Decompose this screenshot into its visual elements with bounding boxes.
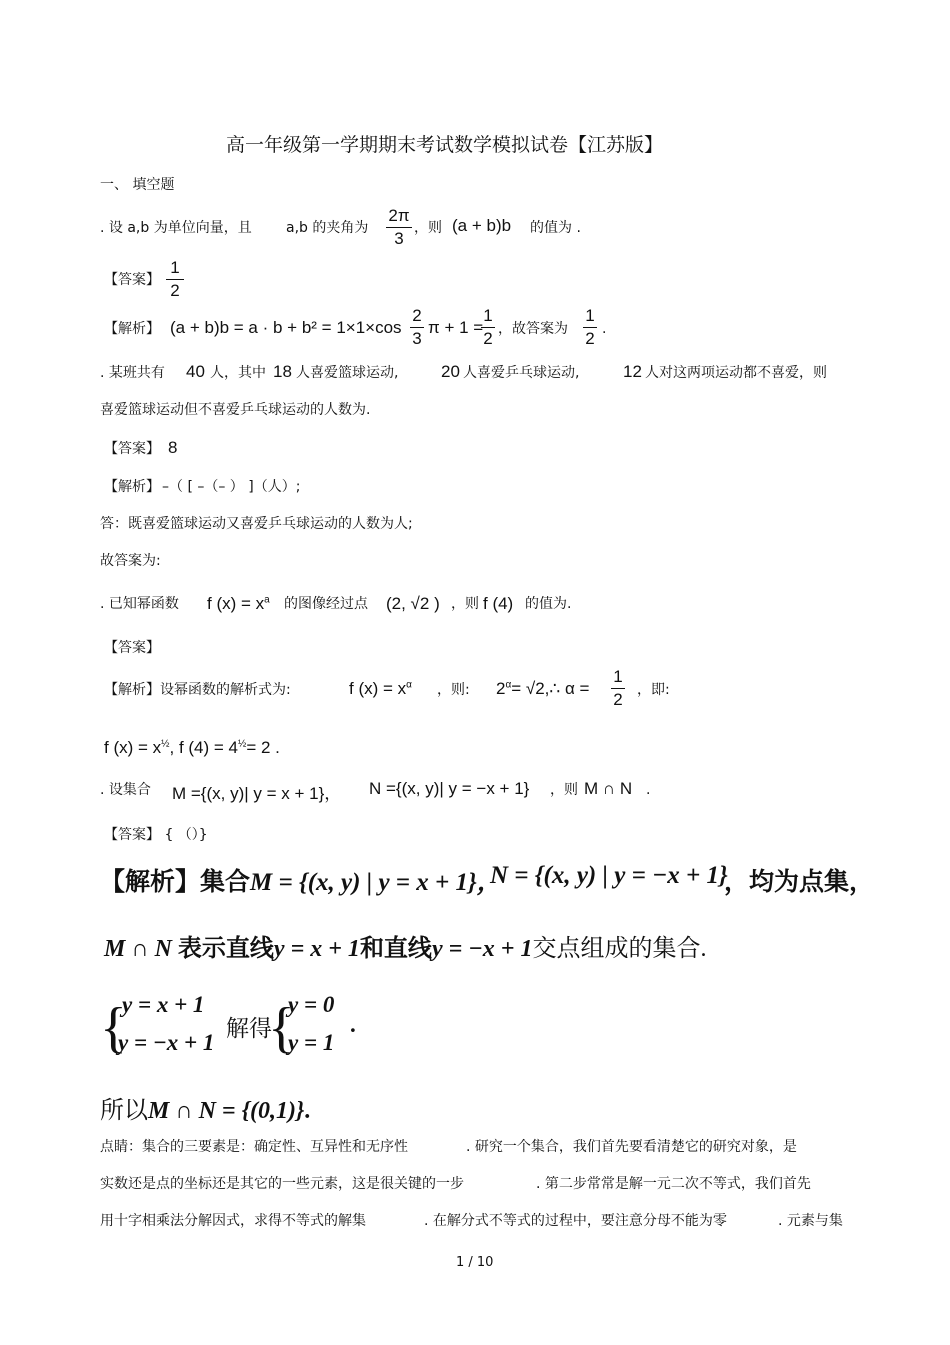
q2-number-20: 20	[441, 362, 460, 381]
q1-answer-label: 【答案】	[104, 272, 160, 288]
q2-text-c: 人喜爱篮球运动,	[296, 365, 399, 381]
q1-solution-text: ，故答案为	[498, 321, 568, 337]
solution-eq2: y = 1	[288, 1030, 335, 1055]
q3-line2: f $(x) = x^{\frac{1}{2}}$, f $(4) = 4^{\frac{1}{2}}= 2$ .	[104, 738, 280, 757]
q1-analysis-label: 【解析】	[104, 321, 160, 337]
q2-final: 故答案为:	[100, 553, 161, 569]
solve-label: 解得	[226, 1016, 272, 1041]
q2-number-40: 40	[186, 362, 205, 381]
q3-f4: f (4)	[483, 594, 514, 613]
q4-text-a: . 设集合	[100, 782, 151, 798]
q1-text: . 设 a,b 为单位向量，且	[100, 220, 252, 236]
note-line2-a: 实数还是点的坐标还是其它的一些元素，这是很关键的一步	[100, 1176, 464, 1192]
system-eq2: y = −x + 1	[118, 1030, 215, 1055]
q1-solution-tail: π + 1 =	[428, 318, 484, 337]
q3-solution-function: f $(x) = x^\alpha$	[349, 679, 412, 698]
q2-number-12: 12	[623, 362, 642, 381]
q3-function: f $(x) = x^a$	[207, 594, 270, 613]
solution-brace: {	[268, 997, 295, 1059]
q4-set-n: N ={(x, y)| y = −x + 1}	[369, 779, 530, 798]
section-heading: 一、 填空题	[100, 177, 175, 193]
q2-reply: 答：既喜爱篮球运动又喜爱乒乓球运动的人数为人;	[100, 516, 413, 532]
q2-answer: 8	[168, 438, 178, 457]
page-title: 高一年级第一学期期末考试数学模拟试卷【江苏版】	[226, 134, 664, 156]
solution-eq1: y = 0	[288, 992, 335, 1017]
q4-text-c: .	[646, 782, 651, 798]
note-line1-b: . 研究一个集合，我们首先要看清楚它的研究对象，是	[466, 1139, 797, 1155]
q3-text-b: 的图像经过点	[284, 596, 368, 612]
q4-set-m: M ={(x, y)| y = x + 1}，	[172, 784, 342, 803]
q2-solution: –（ [ –（– ） ]（人）;	[162, 479, 301, 495]
q3-alpha-fraction: 1 2	[611, 667, 625, 710]
q1-final-fraction: 1 2	[583, 306, 597, 349]
note-line3-b: . 在解分式不等式的过程中，要注意分母不能为零	[424, 1213, 727, 1229]
q1-angle-fraction: 2π 3	[386, 206, 412, 249]
q4-conclusion: 所以M ∩ N = {(0,1)}.	[100, 1098, 311, 1124]
q2-text-e: 人对这两项运动都不喜爱，则	[645, 365, 827, 381]
q3-text-c: ，则	[451, 596, 479, 612]
q4-analysis-line1: 【解析】集合M = {(x, y) | y = x + 1}，	[100, 869, 502, 896]
q3-solution-equation: $2^\alpha=$ √2,∴ α =	[496, 679, 590, 698]
q3-solution-text-b: ，则:	[437, 682, 470, 698]
q2-answer-label: 【答案】	[104, 441, 160, 457]
note-line1-a: 点睛：集合的三要素是：确定性、互异性和无序性	[100, 1139, 408, 1155]
q3-analysis-label: 【解析】设幂函数的解析式为:	[104, 682, 291, 698]
q4-analysis-point-set: ，均为点集，	[724, 869, 875, 896]
q3-solution-text-c: ，即:	[637, 682, 670, 698]
q1-text-d: 的值为 .	[530, 220, 581, 236]
q1-result-fraction: 1 2	[481, 306, 495, 349]
q3-answer-label: 【答案】	[104, 640, 160, 656]
note-line3-c: . 元素与集	[778, 1213, 843, 1229]
q3-point: (2, √2 )	[386, 594, 440, 613]
note-line3-a: 用十字相乘法分解因式，求得不等式的解集	[100, 1213, 366, 1229]
q1-expression: (a + b)b	[452, 216, 512, 235]
q1-cos-fraction: 2 3	[410, 306, 424, 349]
system-eq1: y = x + 1	[122, 992, 205, 1017]
q1-end: .	[602, 321, 607, 337]
q4-intersection: M ∩ N	[584, 779, 633, 798]
q2-analysis-label: 【解析】	[104, 479, 160, 495]
q1-solution-expression: (a + b)b = a · b + b² = 1×1×cos	[170, 318, 402, 337]
q4-analysis-line2: M ∩ N 表示直线y = x + 1和直线y = −x + 1交点组成的集合.	[104, 936, 707, 962]
q4-analysis-set-n: N = {(x, y) | y = −x + 1}	[490, 862, 728, 889]
q2-line2: 喜爱篮球运动但不喜爱乒乓球运动的人数为.	[100, 402, 371, 418]
q3-text-a: . 已知幂函数	[100, 596, 179, 612]
q2-number-18: 18	[273, 362, 292, 381]
q2-text-b: 人，其中	[210, 365, 266, 381]
q4-text-b: ，则	[550, 782, 578, 798]
q2-text-d: 人喜爱乒乓球运动,	[463, 365, 580, 381]
q1-text-c: ，则	[414, 220, 442, 236]
q3-text-d: 的值为.	[525, 596, 572, 612]
q2-text-a: . 某班共有	[100, 365, 165, 381]
page-number: 1 / 10	[456, 1255, 494, 1270]
system-brace: {	[100, 997, 127, 1059]
q1-answer-fraction: 1 2	[166, 258, 184, 301]
q1-text-b: a,b 的夹角为	[286, 220, 369, 236]
solution-dot: .	[350, 1012, 356, 1037]
q4-answer-label: 【答案】 { （）}	[104, 827, 208, 843]
note-line2-b: . 第二步常常是解一元二次不等式，我们首先	[536, 1176, 811, 1192]
